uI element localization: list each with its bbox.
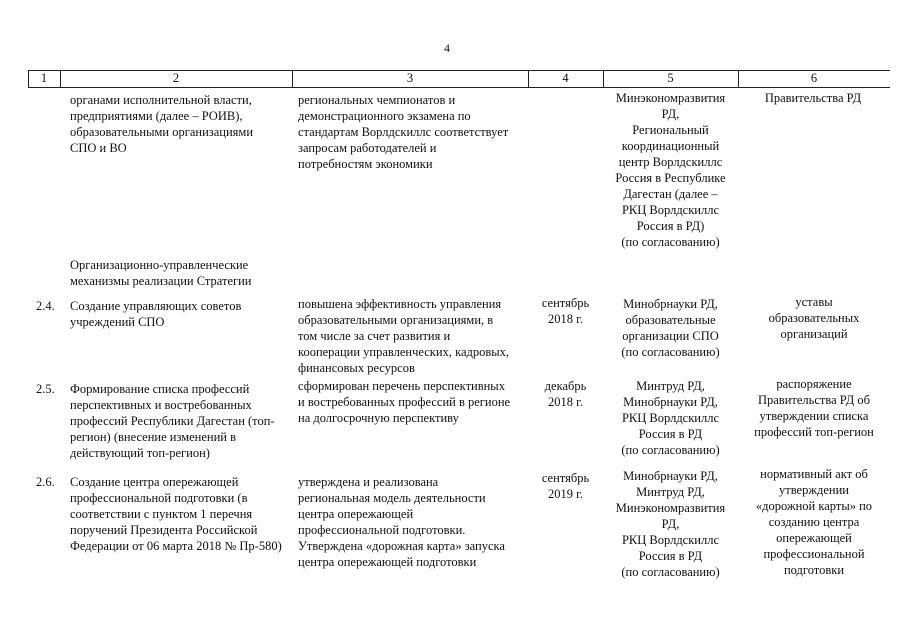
column-header-5: 5 [667, 71, 674, 85]
row-date: сентябрь 2019 г. [541, 471, 590, 501]
row-document: нормативный акт об утверждении «дорожной карты» по созданию центра опережающей профессиональной подготовки [755, 467, 873, 577]
row-task: Создание центра опережающей профессиональной подготовки (в соответствии с пунктом 1 перечня поручений Президента Российской Федерации от 06 марта 2018 № Пр-580) [70, 475, 282, 553]
row-responsible: Минтруд РД, Минобрнауки РД, РКЦ Ворлдскиллс Россия в РД (по согласованию) [621, 379, 720, 457]
section-title: Организационно-управленческие механизмы реализации Стратегии [70, 258, 252, 288]
column-header-3: 3 [406, 71, 414, 85]
row-number: 2.6. [36, 475, 55, 489]
row-task: Формирование списка профессий перспективных и востребованных профессий Республики Дагестан (топ- регион) (внесение изменений в действующий топ-регион) [70, 382, 275, 460]
header-bottom-border [28, 87, 890, 88]
row-result: сформирован перечень перспективных и востребованных профессий в регионе на долгосрочную перспективу [298, 379, 511, 425]
row-result: повышена эффективность управления образовательными организациями, в том числе за счет развития и кооперации управленческих, кадровых, финансовых ресурсов [298, 297, 510, 375]
row-document: уставы образовательных организаций [768, 295, 860, 341]
column-header-4: 4 [562, 71, 569, 85]
column-header-6: 6 [810, 71, 818, 85]
row-responsible: Минобрнауки РД, образовательные организации СПО (по согласованию) [621, 297, 720, 359]
row-number: 2.4. [36, 299, 55, 313]
column-header-1: 1 [40, 71, 48, 85]
row-date: декабрь 2018 г. [544, 379, 587, 409]
row-number: 2.5. [36, 382, 55, 396]
continuation-task-text: органами исполнительной власти, предприятиями (далее – РОИВ), образовательными организациями СПО и ВО [70, 93, 254, 155]
row-result: утверждена и реализована региональная модель деятельности центра опережающей профессиональной подготовки. Утверждена «дорожная карта» запуска центра опережающей подготовки [298, 475, 505, 569]
continuation-result-text: региональных чемпионатов и демонстрационного экзамена по стандартам Ворлдскиллс соответствует запросам работодателей и потребностям экономики [298, 93, 509, 171]
continuation-document-text: Правительства РД [764, 91, 862, 105]
page-number: 4 [444, 41, 450, 55]
row-date: сентябрь 2018 г. [541, 296, 590, 326]
continuation-responsible-text: Минэкономразвития РД, Региональный координационный центр Ворлдскиллс Россия в Республике Дагестан (далее – РКЦ Ворлдскиллс Россия в РД) (по согласованию) [615, 91, 726, 249]
row-responsible: Минобрнауки РД, Минтруд РД, Минэкономразвития РД, РКЦ Ворлдскиллс Россия в РД (по согласованию) [615, 469, 726, 579]
row-document: распоряжение Правительства РД об утверждении списка профессий топ-регион [754, 377, 874, 439]
row-task: Создание управляющих советов учреждений СПО [70, 299, 242, 329]
column-header-2: 2 [172, 71, 180, 85]
